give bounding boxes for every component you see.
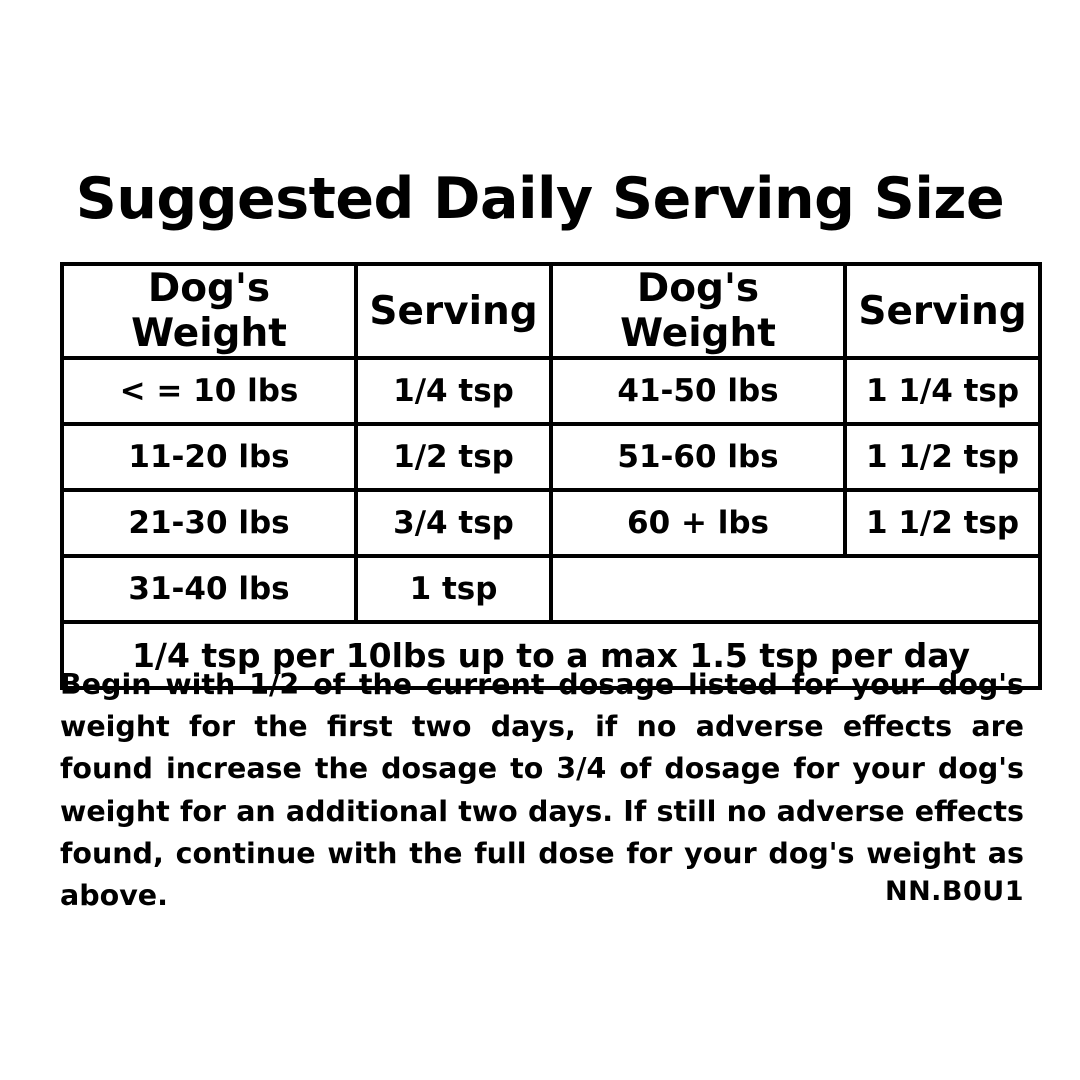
table-row [62,490,1040,556]
cell-serving-left: 1/2 tsp [356,424,551,490]
serving-size-table [60,262,1042,690]
cell-weight-left: 31-40 lbs [62,556,356,622]
table-row [62,424,1040,490]
cell-weight-right: 51-60 lbs [551,424,845,490]
cell-weight-right: 60 + lbs [551,490,845,556]
column-header-dogs-weight-1: Dog's Weight [62,264,356,358]
cell-serving-left: 1 tsp [356,556,551,622]
table-row [62,556,1040,622]
product-code: NN.B0U1 [884,876,1024,907]
cell-weight-left: 11-20 lbs [62,424,356,490]
column-header-dogs-weight-2: Dog's Weight [551,264,845,358]
dosage-instructions: Begin with 1/2 of the current dosage listed for your dog's weight for the first two days, if no adverse effects are found increase the dosage to 3/4 of dosage for your dog's weight for an additional two days. If still no adverse effects found, continue with the full dose for your dog's weight as above. [60,668,1024,912]
column-header-serving-2: Serving [845,264,1040,358]
column-header-serving-1: Serving [356,264,551,358]
table-header-row [62,264,1040,358]
cell-weight-left: < = 10 lbs [62,358,356,424]
cell-serving-left: 3/4 tsp [356,490,551,556]
table-footer-note: 1/4 tsp per 10lbs up to a max 1.5 tsp per day [62,622,1040,688]
cell-serving-right: 1 1/2 tsp [845,424,1040,490]
cell-serving-right: 1 1/2 tsp [845,490,1040,556]
cell-weight-left: 21-30 lbs [62,490,356,556]
table-row [62,358,1040,424]
cell-serving-right: 1 1/4 tsp [845,358,1040,424]
cell-empty [551,556,1040,622]
page-title: Suggested Daily Serving Size [75,166,1005,232]
cell-serving-left: 1/4 tsp [356,358,551,424]
cell-weight-right: 41-50 lbs [551,358,845,424]
